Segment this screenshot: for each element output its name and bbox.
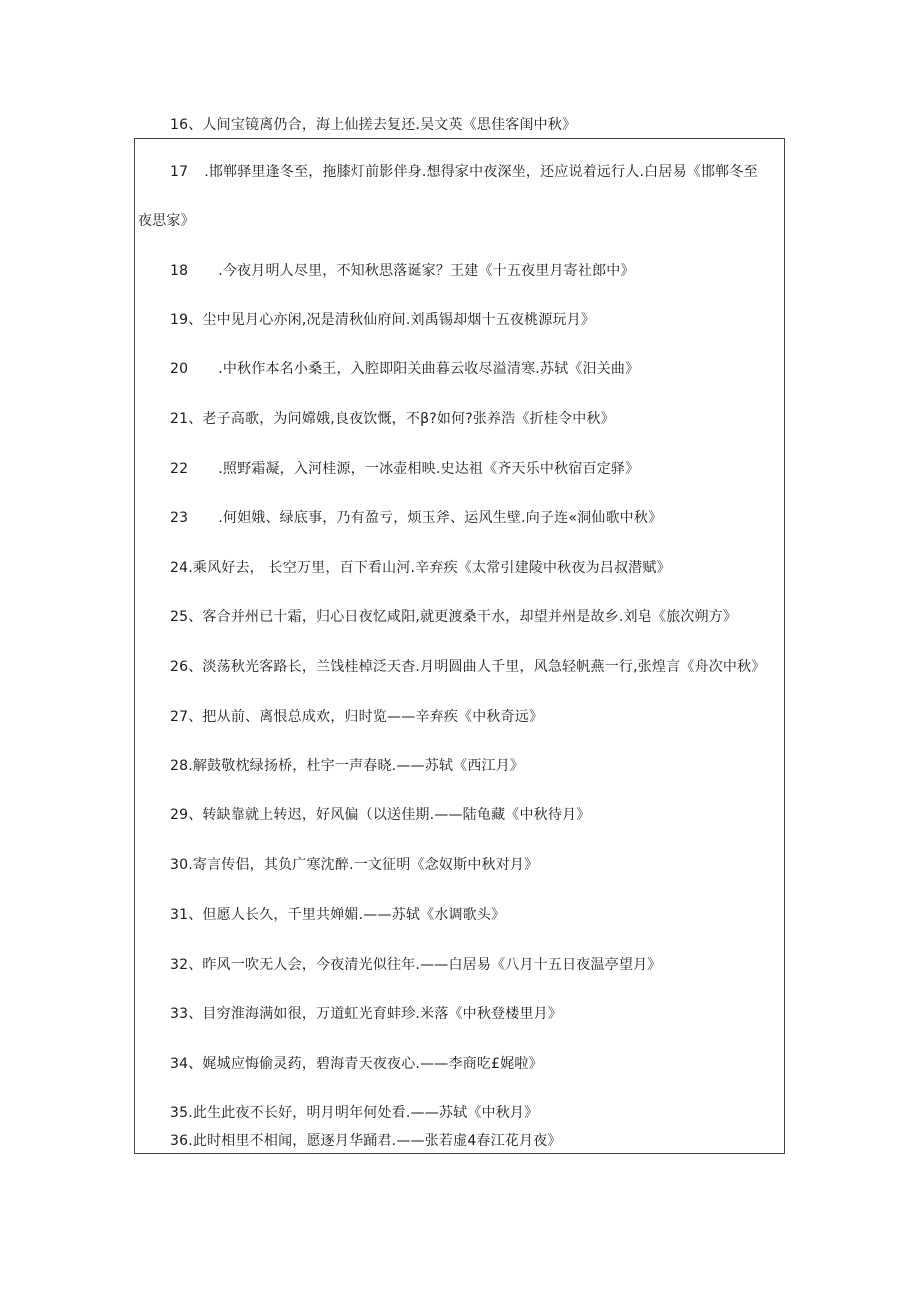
poem-line-23 <box>170 509 662 527</box>
line-number: 22 <box>170 461 189 477</box>
poem-line-25: 25、客合并州已十霜，归心日夜忆咸阳,就更渡桑干水，却望并州是故乡.刘皂《旅次朔方》 <box>170 609 738 625</box>
poem-line-26: 26、淡荡秋光客路长，兰饯桂棹泛天杳.月明圆曲人千里，风急轻帆燕一行,张煌言《舟次中秋》 <box>170 659 766 675</box>
line-number: 20 <box>170 361 189 377</box>
poem-line-35: 35.此生此夜不长好，明月明年何处看.——苏轼《中秋月》 <box>170 1105 539 1121</box>
poem-line-19: 19、尘中见月心亦闲,况是清秋仙府间.刘禹锡却烟十五夜桃源玩月》 <box>170 312 596 328</box>
poem-line-17-continued: 夜思家》 <box>138 213 195 229</box>
poem-line-21: 21、老子高歌，为问嫦娥,良夜饮慨，不β?如何?张养浩《折桂令中秋》 <box>170 411 615 427</box>
poem-line-36: 36.此时相里不相闻，愿逐月华踊君.——张若虚4春江花月夜》 <box>170 1133 562 1149</box>
poem-line-30: 30.寄言传侣，其负广寒沈醉.一文征明《念奴斯中秋对月》 <box>170 857 539 873</box>
poem-line-33: 33、目穷淮海满如很，万道虹光育蚌珍.米落《中秋登楼里月》 <box>170 1006 563 1022</box>
poem-line-31: 31、但愿人长久，千里共婵媚.——苏轼《水调歌头》 <box>170 907 506 923</box>
content-border <box>134 138 785 1154</box>
line-text: .邯郸驿里逢冬至，拖膝灯前影伴身.想得家中夜深坐，还应说着远行人.白居易《邯郸冬至 <box>204 164 758 180</box>
poem-line-17 <box>170 163 758 181</box>
poem-line-32: 32、昨风一吹无人会，今夜清光似往年.——白居易《八月十五日夜温亭望月》 <box>170 957 662 973</box>
line-text: .中秋作本名小桑王，入腔即阳关曲暮云收尽溢清寒.苏轼《汨关曲》 <box>218 361 640 377</box>
poem-line-34: 34、娓城应悔偷灵药，碧海青天夜夜心.——李商吃£娓啦》 <box>170 1056 543 1072</box>
poem-line-22 <box>170 460 639 478</box>
line-number: 18 <box>170 263 189 279</box>
line-text: .照野霜凝，入河桂源，一冰壶相映.史达祖《齐天乐中秋宿百定驿》 <box>218 461 640 477</box>
line-text: .今夜月明人尽里，不知秋思落诞家？王建《十五夜里月寄社郎中》 <box>218 263 635 279</box>
poem-line-24: 24.乘风好去， 长空万里，百下看山河.辛弃疾《太常引建陵中秋夜为吕叔潜赋》 <box>170 560 671 576</box>
poem-line-16: 16、人间宝镜离仍合，海上仙搓去复还.吴文英《思佳客闺中秋》 <box>170 117 577 133</box>
line-number: 23 <box>170 510 189 526</box>
poem-line-29: 29、转缺靠就上转迟，好风偏（以送佳期.——陆龟藏《中秋待月》 <box>170 807 591 823</box>
line-text: .何妲娥、绿底事，乃有盈亏，烦玉斧、运风生壁.向子连«洞仙歌中秋》 <box>218 510 663 526</box>
poem-line-27: 27、把从前、离恨总成欢，归时览——辛弃疾《中秋奇远》 <box>170 709 544 725</box>
line-number: 17 <box>170 164 189 180</box>
poem-line-18 <box>170 262 635 280</box>
poem-line-20 <box>170 360 639 378</box>
poem-line-28: 28.解鼓敬枕绿扬桥，杜宇一声春晓.——苏轼《西江月》 <box>170 758 525 774</box>
